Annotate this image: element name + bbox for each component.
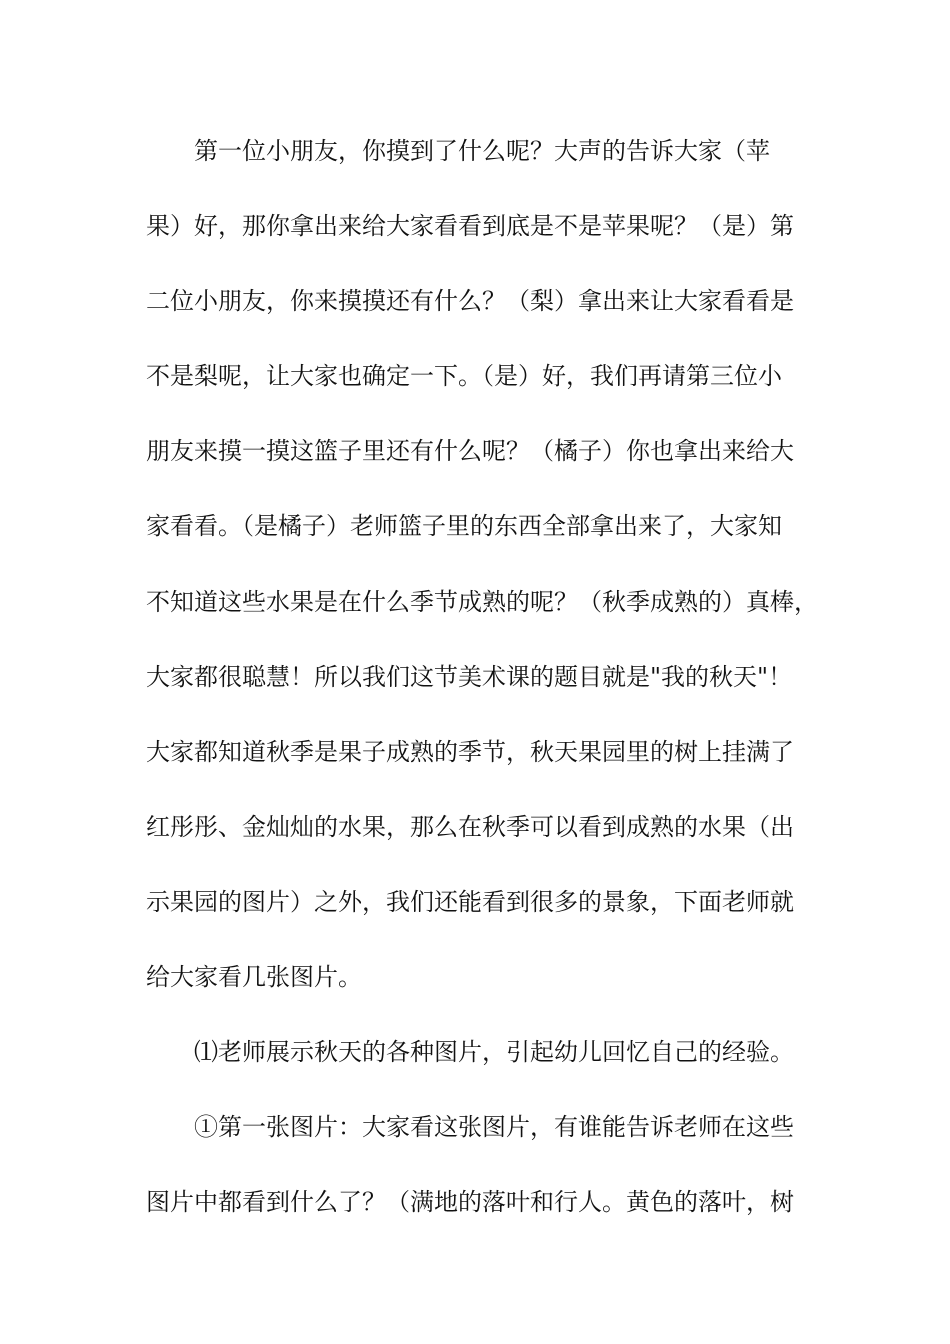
text-line: 二位小朋友，你来摸摸还有什么？（梨）拿出来让大家看看是 — [146, 287, 794, 316]
text-line: 家看看。（是橘子）老师篮子里的东西全部拿出来了，大家知 — [146, 512, 782, 541]
text-line: 图片中都看到什么了？（满地的落叶和行人。黄色的落叶，树 — [146, 1188, 794, 1217]
text-line: 大家都知道秋季是果子成熟的季节，秋天果园里的树上挂满了 — [146, 737, 794, 766]
text-line: 给大家看几张图片。 — [146, 963, 362, 992]
text-line: ⑴老师展示秋天的各种图片，引起幼儿回忆自己的经验。 — [194, 1038, 794, 1067]
text-line: 第一位小朋友，你摸到了什么呢？大声的告诉大家（苹 — [194, 137, 770, 165]
text-line: 示果园的图片）之外，我们还能看到很多的景象，下面老师就 — [146, 887, 794, 916]
text-line: 红彤彤、金灿灿的水果，那么在秋季可以看到成熟的水果（出 — [146, 812, 794, 841]
text-line: 不知道这些水果是在什么季节成熟的呢？（秋季成熟的）真棒， — [146, 587, 818, 616]
text-line: 不是梨呢，让大家也确定一下。（是）好，我们再请第三位小 — [146, 362, 782, 391]
text-line: 果）好，那你拿出来给大家看看到底是不是苹果呢？（是）第 — [146, 212, 794, 241]
document-body — [146, 132, 818, 1258]
text-line: 大家都很聪慧！所以我们这节美术课的题目就是"我的秋天"！ — [146, 662, 793, 691]
text-line: 朋友来摸一摸这篮子里还有什么呢？（橘子）你也拿出来给大 — [146, 437, 794, 466]
text-line: ①第一张图片：大家看这张图片，有谁能告诉老师在这些 — [194, 1113, 794, 1142]
